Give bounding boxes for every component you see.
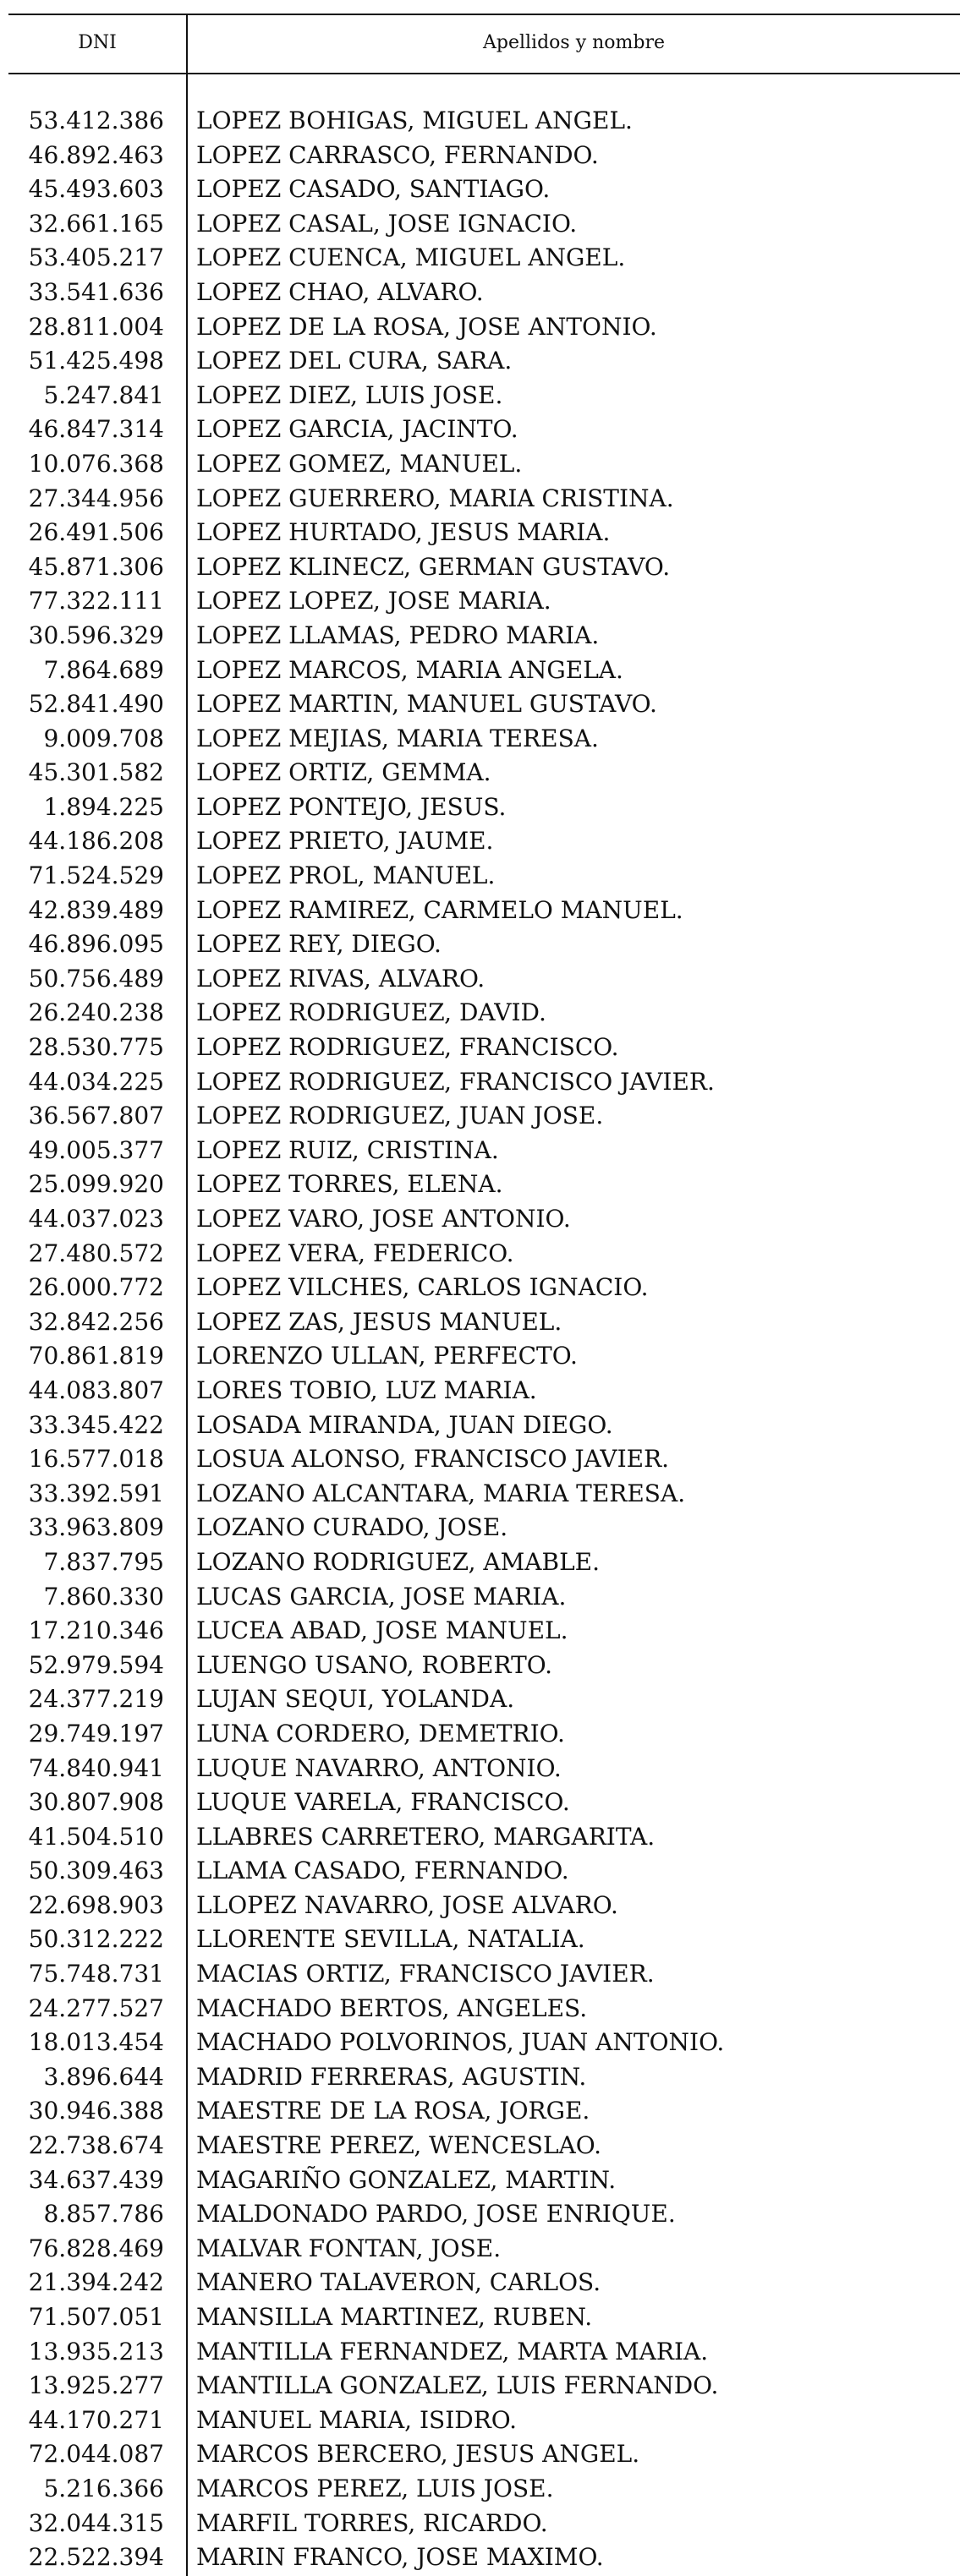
name-cell: LOPEZ REY, DIEGO. (196, 930, 442, 959)
table-row (8, 1580, 960, 1615)
dni-cell: 71.524.529 (28, 861, 164, 890)
dni-cell: 41.504.510 (28, 1822, 164, 1851)
table-row (8, 1168, 960, 1202)
table-row (8, 2507, 960, 2541)
dni-cell: 22.522.394 (28, 2543, 164, 2572)
dni-cell: 33.963.809 (28, 1513, 164, 1542)
name-cell: LOPEZ DEL CURA, SARA. (196, 347, 513, 375)
table-row (8, 1957, 960, 1992)
name-cell: LORES TOBIO, LUZ MARIA. (196, 1376, 537, 1404)
name-cell: LOPEZ CARRASCO, FERNANDO. (196, 140, 599, 169)
name-cell: MADRID FERRERAS, AGUSTIN. (196, 2062, 587, 2091)
header-name: Apellidos y nombre (482, 32, 666, 53)
table-row (8, 2060, 960, 2095)
name-cell: MANERO TALAVERON, CARLOS. (196, 2268, 601, 2297)
name-cell: LOPEZ RODRIGUEZ, FRANCISCO JAVIER. (196, 1067, 715, 1096)
name-cell: MANTILLA GONZALEZ, LUIS FERNANDO. (196, 2371, 719, 2400)
name-cell: LOPEZ RODRIGUEZ, FRANCISCO. (196, 1033, 619, 1062)
table-row (8, 790, 960, 825)
name-cell: LOPEZ GARCIA, JACINTO. (196, 415, 518, 444)
dni-cell: 7.860.330 (43, 1582, 164, 1611)
table-row (8, 2163, 960, 2198)
dni-cell: 27.344.956 (28, 484, 164, 512)
table-row (8, 654, 960, 688)
name-cell: LOPEZ RODRIGUEZ, DAVID. (196, 998, 546, 1027)
table-row (8, 104, 960, 139)
dni-cell: 5.247.841 (43, 380, 164, 409)
name-cell: LLOPEZ NAVARRO, JOSE ALVARO. (196, 1890, 618, 1919)
table-row (8, 1305, 960, 1340)
dni-cell: 71.507.051 (28, 2303, 164, 2331)
table-row (8, 516, 960, 550)
dni-cell: 70.861.819 (28, 1342, 164, 1370)
table-row (8, 1202, 960, 1237)
name-cell: LOZANO ALCANTARA, MARIA TERESA. (196, 1479, 686, 1507)
name-cell: LOPEZ LOPEZ, JOSE MARIA. (196, 587, 551, 615)
dni-cell: 50.312.222 (28, 1925, 164, 1954)
document-table (8, 14, 960, 2576)
dni-cell: 77.322.111 (28, 587, 164, 615)
dni-cell: 30.946.388 (28, 2097, 164, 2125)
name-cell: LOPEZ ORTIZ, GEMMA. (196, 758, 491, 787)
name-cell: MANTILLA FERNANDEZ, MARTA MARIA. (196, 2337, 709, 2365)
name-cell: LOPEZ HURTADO, JESUS MARIA. (196, 518, 611, 547)
table-row (8, 172, 960, 207)
table-row (8, 2129, 960, 2163)
dni-cell: 26.240.238 (28, 998, 164, 1027)
dni-cell: 46.847.314 (28, 415, 164, 444)
table-row (8, 241, 960, 276)
dni-cell: 16.577.018 (28, 1445, 164, 1474)
dni-cell: 42.839.489 (28, 895, 164, 924)
dni-cell: 13.925.277 (28, 2371, 164, 2400)
table-row (8, 2026, 960, 2060)
dni-cell: 76.828.469 (28, 2234, 164, 2262)
dni-cell: 30.807.908 (28, 1788, 164, 1817)
name-cell: LORENZO ULLAN, PERFECTO. (196, 1342, 578, 1370)
dni-cell: 18.013.454 (28, 2028, 164, 2057)
table-row (8, 2094, 960, 2129)
table-row (8, 1408, 960, 1443)
dni-cell: 46.892.463 (28, 140, 164, 169)
name-cell: LOPEZ CASADO, SANTIAGO. (196, 175, 551, 204)
name-cell: LOPEZ LLAMAS, PEDRO MARIA. (196, 621, 600, 649)
table-row (8, 2404, 960, 2438)
table-row (8, 894, 960, 928)
name-cell: LOPEZ KLINECZ, GERMAN GUSTAVO. (196, 552, 671, 581)
table-row (8, 996, 960, 1031)
name-cell: MACHADO BERTOS, ANGELES. (196, 1994, 588, 2022)
table-row (8, 1545, 960, 1580)
table-row (8, 1820, 960, 1855)
dni-cell: 29.749.197 (28, 1719, 164, 1747)
name-cell: LOPEZ DE LA ROSA, JOSE ANTONIO. (196, 312, 657, 341)
dni-cell: 51.425.498 (28, 347, 164, 375)
dni-cell: 32.842.256 (28, 1307, 164, 1336)
name-cell: MARCOS BERCERO, JESUS ANGEL. (196, 2440, 640, 2469)
name-cell: LOPEZ VILCHES, CARLOS IGNACIO. (196, 1273, 649, 1302)
table-row (8, 379, 960, 413)
table-row (8, 2437, 960, 2472)
table-row (8, 1682, 960, 1717)
dni-cell: 36.567.807 (28, 1102, 164, 1130)
name-cell: LOPEZ CASAL, JOSE IGNACIO. (196, 209, 578, 238)
name-cell: LOZANO RODRIGUEZ, AMABLE. (196, 1547, 600, 1576)
table-row (8, 1854, 960, 1889)
dni-cell: 74.840.941 (28, 1753, 164, 1782)
table-row (8, 2266, 960, 2300)
dni-cell: 5.216.366 (43, 2474, 164, 2502)
dni-cell: 46.896.095 (28, 930, 164, 959)
dni-cell: 17.210.346 (28, 1616, 164, 1645)
dni-cell: 32.044.315 (28, 2508, 164, 2537)
header-rule (8, 73, 960, 74)
dni-cell: 52.841.490 (28, 690, 164, 719)
dni-cell: 33.392.591 (28, 1479, 164, 1507)
dni-cell: 28.530.775 (28, 1033, 164, 1062)
table-row (8, 1271, 960, 1305)
name-cell: LOSADA MIRANDA, JUAN DIEGO. (196, 1410, 613, 1439)
name-cell: LOPEZ RIVAS, ALVARO. (196, 964, 485, 993)
dni-cell: 30.596.329 (28, 621, 164, 649)
name-cell: LUQUE NAVARRO, ANTONIO. (196, 1753, 562, 1782)
header-dni: DNI (78, 32, 117, 53)
table-row (8, 2335, 960, 2370)
dni-cell: 7.837.795 (43, 1547, 164, 1576)
name-cell: MALDONADO PARDO, JOSE ENRIQUE. (196, 2200, 676, 2229)
dni-cell: 32.661.165 (28, 209, 164, 238)
dni-cell: 10.076.368 (28, 449, 164, 478)
table-row (8, 824, 960, 859)
dni-cell: 75.748.731 (28, 1960, 164, 1988)
dni-cell: 49.005.377 (28, 1135, 164, 1164)
table-body (8, 104, 960, 2575)
table-row (8, 310, 960, 345)
table-row (8, 584, 960, 619)
table-row (8, 1442, 960, 1477)
dni-cell: 72.044.087 (28, 2440, 164, 2469)
table-row (8, 1065, 960, 1100)
table-row (8, 413, 960, 447)
table-row (8, 2540, 960, 2575)
dni-cell: 3.896.644 (43, 2062, 164, 2091)
name-cell: MANSILLA MARTINEZ, RUBEN. (196, 2303, 593, 2331)
name-cell: LOPEZ RAMIREZ, CARMELO MANUEL. (196, 895, 683, 924)
name-cell: LOSUA ALONSO, FRANCISCO JAVIER. (196, 1445, 670, 1474)
name-cell: LOPEZ BOHIGAS, MIGUEL ANGEL. (196, 107, 633, 134)
name-cell: LUQUE VARELA, FRANCISCO. (196, 1788, 570, 1817)
dni-cell: 44.083.807 (28, 1376, 164, 1404)
dni-cell: 53.405.217 (28, 243, 164, 272)
table-row (8, 2300, 960, 2335)
name-cell: LOPEZ PONTEJO, JESUS. (196, 792, 507, 821)
table-row (8, 1339, 960, 1374)
dni-cell: 45.871.306 (28, 552, 164, 581)
table-row (8, 2232, 960, 2267)
dni-cell: 50.309.463 (28, 1857, 164, 1885)
table-row (8, 1237, 960, 1272)
name-cell: LOZANO CURADO, JOSE. (196, 1513, 508, 1542)
table-row (8, 344, 960, 379)
name-cell: LUJAN SEQUI, YOLANDA. (196, 1685, 515, 1714)
name-cell: MACIAS ORTIZ, FRANCISCO JAVIER. (196, 1960, 655, 1988)
name-cell: MARIN FRANCO, JOSE MAXIMO. (196, 2543, 604, 2572)
table-row (8, 1889, 960, 1923)
table-row (8, 2369, 960, 2404)
table-row (8, 1477, 960, 1512)
table-row (8, 756, 960, 790)
dni-cell: 44.186.208 (28, 827, 164, 856)
table-row (8, 482, 960, 517)
name-cell: LOPEZ CHAO, ALVARO. (196, 277, 484, 306)
name-cell: LOPEZ TORRES, ELENA. (196, 1170, 503, 1199)
dni-cell: 33.541.636 (28, 277, 164, 306)
dni-cell: 52.979.594 (28, 1650, 164, 1679)
name-cell: MARFIL TORRES, RICARDO. (196, 2508, 548, 2537)
dni-cell: 9.009.708 (43, 724, 164, 752)
dni-cell: 8.857.786 (43, 2200, 164, 2229)
name-cell: LUNA CORDERO, DEMETRIO. (196, 1719, 565, 1747)
name-cell: LOPEZ MARTIN, MANUEL GUSTAVO. (196, 690, 657, 719)
name-cell: LOPEZ PRIETO, JAUME. (196, 827, 494, 856)
name-cell: MACHADO POLVORINOS, JUAN ANTONIO. (196, 2028, 725, 2057)
table-row (8, 276, 960, 310)
table-row (8, 1717, 960, 1752)
name-cell: LOPEZ VERA, FEDERICO. (196, 1239, 514, 1267)
name-cell: LUCAS GARCIA, JOSE MARIA. (196, 1582, 567, 1611)
dni-cell: 25.099.920 (28, 1170, 164, 1199)
name-cell: LOPEZ PROL, MANUEL. (196, 861, 496, 890)
dni-cell: 33.345.422 (28, 1410, 164, 1439)
table-row (8, 2472, 960, 2507)
table-row (8, 1992, 960, 2026)
name-cell: LOPEZ GOMEZ, MANUEL. (196, 449, 523, 478)
dni-cell: 44.037.023 (28, 1205, 164, 1233)
name-cell: MAGARIÑO GONZALEZ, MARTIN. (196, 2165, 617, 2194)
dni-cell: 7.864.689 (43, 655, 164, 684)
table-row (8, 962, 960, 997)
table-row (8, 619, 960, 654)
table-row (8, 927, 960, 962)
dni-cell: 24.277.527 (28, 1994, 164, 2022)
name-cell: LLORENTE SEVILLA, NATALIA. (196, 1925, 585, 1954)
table-row (8, 1786, 960, 1820)
name-cell: LUCEA ABAD, JOSE MANUEL. (196, 1616, 568, 1645)
table-row (8, 722, 960, 757)
name-cell: LOPEZ VARO, JOSE ANTONIO. (196, 1205, 571, 1233)
name-cell: LUENGO USANO, ROBERTO. (196, 1650, 552, 1679)
name-cell: MANUEL MARIA, ISIDRO. (196, 2405, 518, 2434)
table-row (8, 2197, 960, 2232)
dni-cell: 26.000.772 (28, 1273, 164, 1302)
table-row (8, 1614, 960, 1649)
dni-cell: 50.756.489 (28, 964, 164, 993)
dni-cell: 24.377.219 (28, 1685, 164, 1714)
name-cell: LOPEZ RODRIGUEZ, JUAN JOSE. (196, 1102, 604, 1130)
dni-cell: 21.394.242 (28, 2268, 164, 2297)
dni-cell: 22.738.674 (28, 2131, 164, 2160)
table-row (8, 1922, 960, 1957)
dni-cell: 1.894.225 (43, 792, 164, 821)
table-row (8, 139, 960, 173)
table-row (8, 687, 960, 722)
table-row (8, 859, 960, 894)
table-row (8, 1511, 960, 1545)
table-row (8, 1031, 960, 1065)
name-cell: LOPEZ CUENCA, MIGUEL ANGEL. (196, 243, 626, 272)
table-row (8, 207, 960, 242)
table-row (8, 447, 960, 482)
dni-cell: 44.034.225 (28, 1067, 164, 1096)
dni-cell: 53.412.386 (28, 107, 164, 134)
dni-cell: 28.811.004 (28, 312, 164, 341)
name-cell: LOPEZ MARCOS, MARIA ANGELA. (196, 655, 623, 684)
name-cell: LOPEZ ZAS, JESUS MANUEL. (196, 1307, 562, 1336)
name-cell: LOPEZ DIEZ, LUIS JOSE. (196, 380, 503, 409)
name-cell: LLAMA CASADO, FERNANDO. (196, 1857, 569, 1885)
dni-cell: 45.301.582 (28, 758, 164, 787)
dni-cell: 44.170.271 (28, 2405, 164, 2434)
name-cell: MALVAR FONTAN, JOSE. (196, 2234, 502, 2262)
dni-cell: 22.698.903 (28, 1890, 164, 1919)
dni-cell: 34.637.439 (28, 2165, 164, 2194)
name-cell: LOPEZ GUERRERO, MARIA CRISTINA. (196, 484, 674, 512)
name-cell: LOPEZ MEJIAS, MARIA TERESA. (196, 724, 599, 752)
table-row (8, 1649, 960, 1683)
dni-cell: 13.935.213 (28, 2337, 164, 2365)
name-cell: MAESTRE PEREZ, WENCESLAO. (196, 2131, 601, 2160)
table-row (8, 1134, 960, 1168)
table-row (8, 550, 960, 585)
dni-cell: 27.480.572 (28, 1239, 164, 1267)
dni-cell: 26.491.506 (28, 518, 164, 547)
table-row (8, 1752, 960, 1786)
table-row (8, 1099, 960, 1134)
name-cell: LLABRES CARRETERO, MARGARITA. (196, 1822, 656, 1851)
name-cell: LOPEZ RUIZ, CRISTINA. (196, 1135, 499, 1164)
table-row (8, 1374, 960, 1408)
name-cell: MARCOS PEREZ, LUIS JOSE. (196, 2474, 554, 2502)
dni-cell: 45.493.603 (28, 175, 164, 204)
name-cell: MAESTRE DE LA ROSA, JORGE. (196, 2097, 590, 2125)
